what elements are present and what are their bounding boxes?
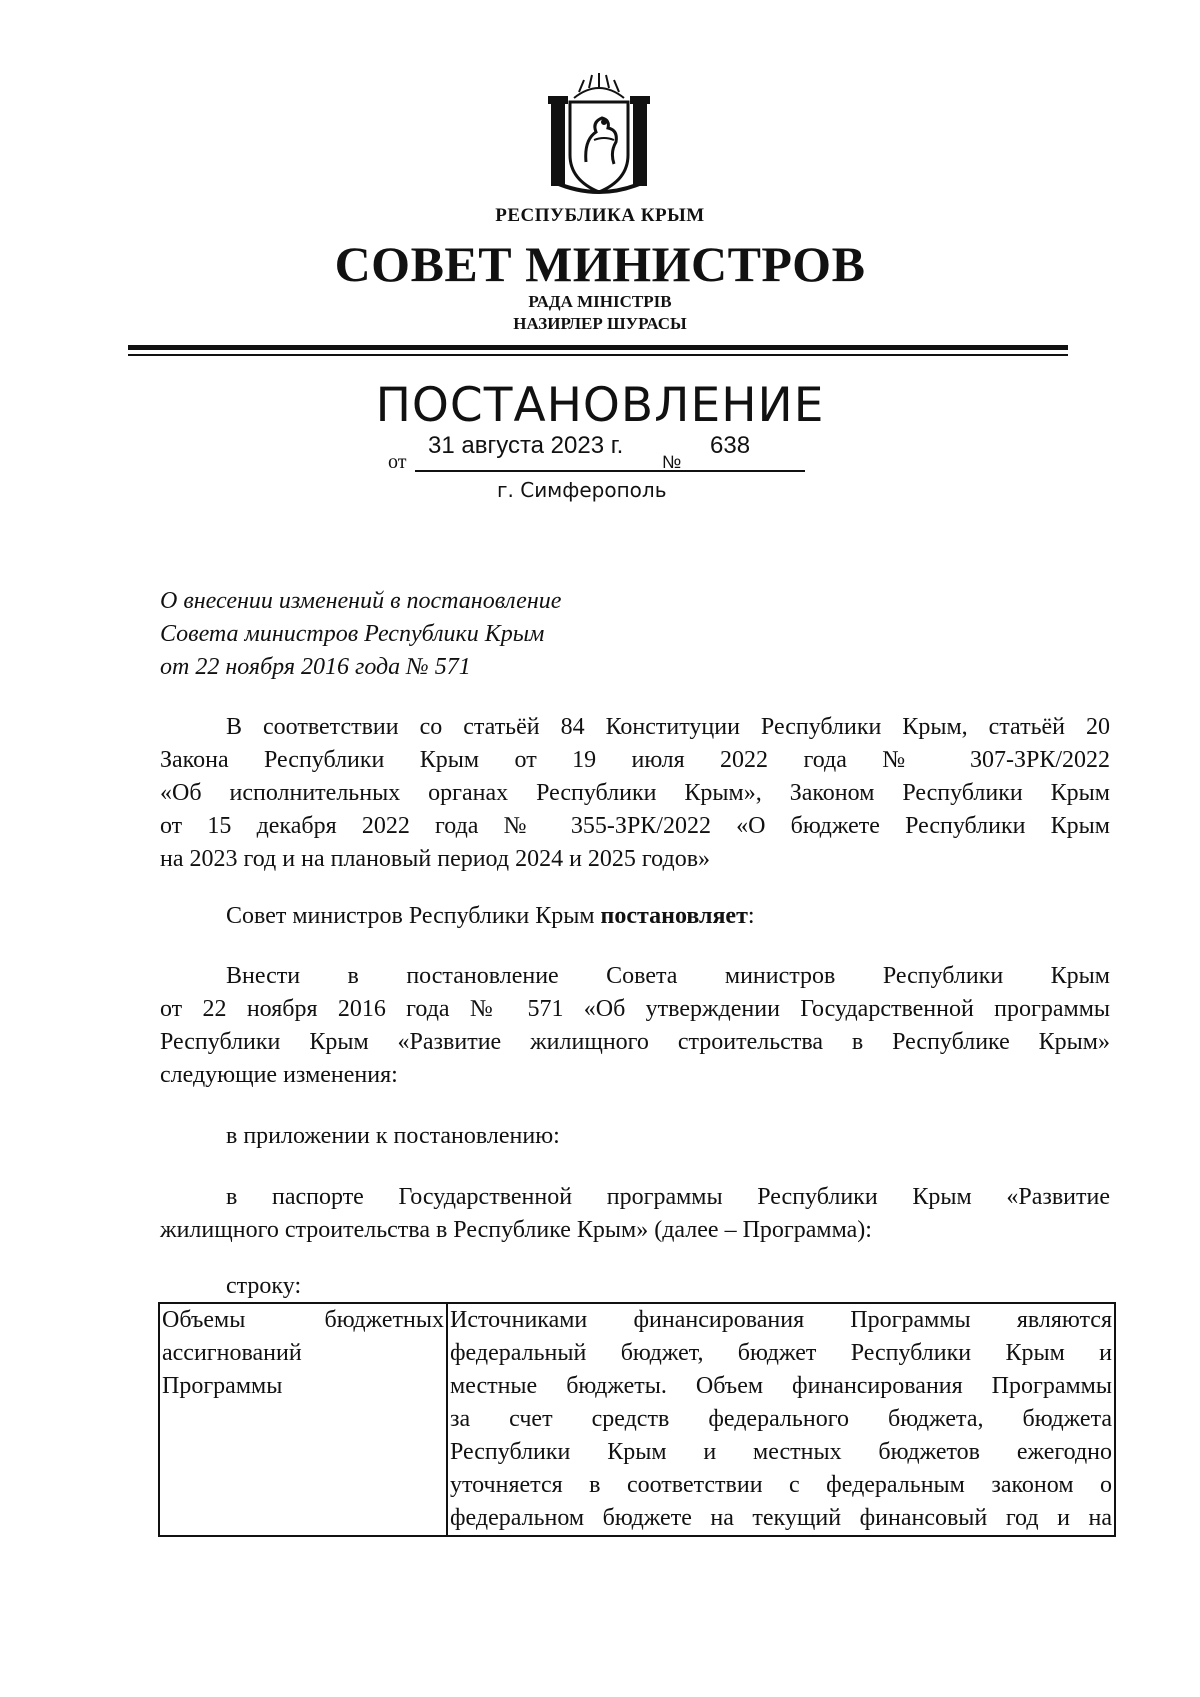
cell-line: ассигнований xyxy=(162,1340,302,1366)
header-rule-thick xyxy=(128,345,1068,350)
date-prefix-label: от xyxy=(388,451,407,473)
text-line: «Об исполнительных органах Республики Крым», Законом Республики Крым xyxy=(160,780,1110,806)
text-line: от 22 ноября 2016 года № 571 «Об утверждении Государственной программы xyxy=(160,996,1110,1022)
resolves-keyword: постановляет xyxy=(600,903,748,929)
row-label-paragraph xyxy=(160,1270,1110,1303)
coat-of-arms-emblem xyxy=(544,70,654,200)
number-sign-label: № xyxy=(662,452,682,472)
table-cell-content xyxy=(447,1303,1115,1536)
text-line: следующие изменения: xyxy=(160,1062,398,1088)
resolves-paragraph xyxy=(160,900,1110,933)
subject-line: Совета министров Республики Крым xyxy=(160,621,545,647)
text-line: жилищного строительства в Республике Крым» (далее – Программа): xyxy=(160,1217,872,1243)
subject-line: от 22 ноября 2016 года № 571 xyxy=(160,654,471,680)
passport-paragraph xyxy=(160,1181,1110,1247)
text-line: Закона Республики Крым от 19 июля 2022 года № 307-ЗРК/2022 xyxy=(160,747,1110,773)
cell-line: Республики Крым и местных бюджетов ежегодно xyxy=(450,1439,1112,1465)
cell-line: уточняется в соответствии с федеральным законом о xyxy=(450,1472,1112,1498)
decree-subject xyxy=(160,585,561,684)
table-cell-label xyxy=(159,1303,447,1536)
text-line: строку: xyxy=(226,1273,302,1299)
subject-line: О внесении изменений в постановление xyxy=(160,588,562,614)
council-title-ukrainian: РАДА МІНІСТРІВ xyxy=(528,292,672,311)
text-line: на 2023 год и на плановый период 2024 и 2025 годов» xyxy=(160,846,711,872)
republic-title: РЕСПУБЛИКА КРЫМ xyxy=(495,205,705,226)
resolves-suffix: : xyxy=(747,903,755,929)
cell-line: федеральном бюджете на текущий финансовый год и на xyxy=(450,1505,1112,1531)
cell-line: за счет средств федерального бюджета, бюджета xyxy=(450,1406,1112,1432)
text-line: в паспорте Государственной программы Республики Крым «Развитие xyxy=(226,1184,1110,1210)
header-rule-thin xyxy=(128,354,1068,356)
resolves-prefix: Совет министров Республики Крым xyxy=(226,903,601,929)
cell-line: федеральный бюджет, бюджет Республики Крым и xyxy=(450,1340,1112,1366)
text-line xyxy=(160,900,1110,933)
text-line: от 15 декабря 2022 года № 355-ЗРК/2022 «О бюджете Республики Крым xyxy=(160,813,1110,839)
council-title: СОВЕТ МИНИСТРОВ xyxy=(334,236,866,292)
decree-date: 31 августа 2023 г. xyxy=(428,432,624,459)
annex-paragraph xyxy=(160,1120,1110,1153)
text-line: Республики Крым «Развитие жилищного строительства в Республике Крым» xyxy=(160,1029,1110,1055)
amend-paragraph xyxy=(160,960,1110,1092)
cell-line: Объемы бюджетных xyxy=(162,1307,444,1333)
decree-title: ПОСТАНОВЛЕНИЕ xyxy=(375,378,825,433)
council-title-crimean-tatar: НАЗИРЛЕР ШУРАСЫ xyxy=(513,314,687,333)
text-line: Внести в постановление Совета министров Республики Крым xyxy=(226,963,1110,989)
table-row xyxy=(159,1303,1115,1536)
cell-line: Источниками финансирования Программы являются xyxy=(450,1307,1112,1333)
cell-line: местные бюджеты. Объем финансирования Программы xyxy=(450,1373,1112,1399)
text-line: В соответствии со статьёй 84 Конституции Республики Крым, статьёй 20 xyxy=(226,714,1110,740)
city-label: г. Симферополь xyxy=(497,478,667,502)
decree-number: 638 xyxy=(710,432,751,459)
text-line: в приложении к постановлению: xyxy=(226,1123,560,1149)
financing-table xyxy=(158,1302,1116,1537)
preamble-paragraph xyxy=(160,711,1110,876)
cell-line: Программы xyxy=(162,1373,283,1399)
date-underline xyxy=(415,470,805,472)
